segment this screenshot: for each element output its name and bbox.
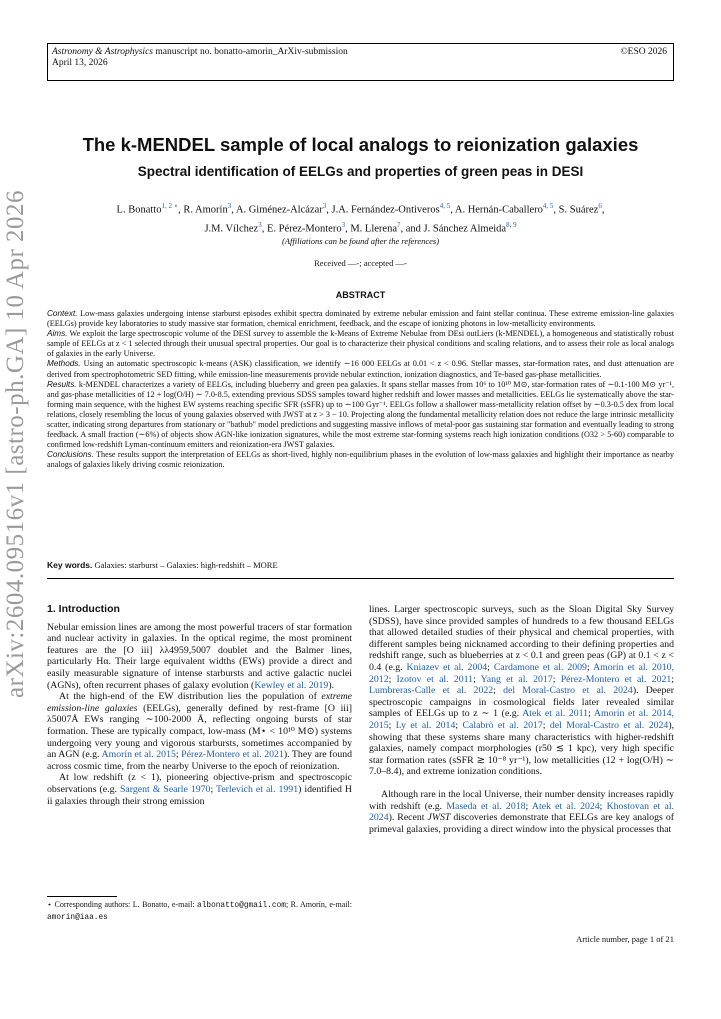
paragraph (369, 604, 674, 778)
author: , A. Hernán-Caballero (450, 204, 543, 216)
abstract-label: Aims. (47, 329, 68, 339)
abstract-text: Low-mass galaxies undergoing intense starburst episodes exhibit spectra dominated by extreme nebular emission and faint stellar continua. These extreme emission-line galaxies (EELGs) provide key laboratories to study massive star formation, chemical enrichment, feedback, and the escape of ionizing photons in low-metallicity environments. (47, 309, 674, 329)
affil-sup: 3 (258, 220, 262, 229)
author: , E. Pérez-Montero (261, 223, 342, 234)
citation-link[interactable]: Yang et al. 2017 (480, 673, 553, 685)
right-column (369, 604, 674, 835)
abstract-heading: ABSTRACT (335, 290, 386, 300)
text: ; (455, 719, 463, 731)
author: , R. Amorín (178, 204, 228, 216)
citation-link[interactable]: del Moral-Castro et al. 2024 (549, 719, 669, 731)
keywords-text: Galaxies: starburst – Galaxies: high-redshift – MORE (94, 560, 278, 570)
abstract-text: Using an automatic spectroscopic k-means (ASK) classification, we identify ∼16 000 EELGs at 0.01 < z < 0.96. Stellar masses, star-formation rates, and dust attenuation are derived from spectrophotometric SED fitting, while emission-line measurements provide nebular extinction, ionization diagnostics, and Te-based gas-phase metallicities. (47, 359, 674, 379)
arxiv-stamp-text: arXiv:2604.09516v1 [astro-ph.GA] 10 Apr 2026 (2, 189, 29, 698)
citation-link[interactable]: Pérez-Montero et al. 2021 (181, 749, 284, 761)
text: ; (671, 673, 675, 685)
citation-link[interactable]: Izotov et al. 2011 (396, 673, 474, 685)
email-link[interactable]: amorin@iaa.es (47, 913, 108, 922)
text: lines. Larger spectroscopic surveys, such as the Sloan Digital Sky Survey (SDSS), have since provided samples of hundreds to a few thousand EELGs that allowed detailed studies of their physical and chemical properties, with different samples being nicknamed according to their defining properties and redshift range, such as blueberries at z < 0.1 and green peas (GP) at 0.1 < z < 0.4 (e.g. (369, 604, 674, 673)
text: ). They are found across cosmic time, from the nearby Universe to the epoch of reionization. (47, 749, 353, 772)
text: ; (473, 673, 481, 685)
affiliations-note: (Affiliations can be found after the references) (281, 236, 440, 246)
paper-title: The k-MENDEL sample of local analogs to reionization galaxies (82, 134, 639, 155)
text: ; (599, 800, 607, 812)
affil-sup: 1, 2 ⋆ (161, 202, 179, 210)
text: At low redshift (z < 1), pioneering objective-prism and spectroscopic observations (e.g. (47, 772, 352, 795)
author-list: L. Bonatto$^{1, 2 ⋆}$, R. Amorín$^3$, A. Giménez-Alcázar$^3$, J.A. Fernández-Ontiveros$^{4, 5}$, A. Hernán-Caballero$^{4, 5}$, S. Suárez$^6$, J.M. Vílchez$^3$, E. Pérez-Montero$^3$, M. Llerena$^7$, and J. Sánchez Almeida$^{8, 9}$ (116, 202, 605, 234)
email-link[interactable]: albonatto@gmail.com (197, 902, 286, 910)
text: At the high-end of the EW distribution lies the population of (59, 691, 322, 703)
copyright: ©ESO 2026 (620, 47, 667, 57)
abstract-label: Conclusions. (47, 450, 94, 460)
abstract-text: k-MENDEL characterizes a variety of EELGs, including blueberry and green pea galaxies. It spans stellar masses from 10⁶ to 10¹⁰ M⊙, star-formation rates of ∼0.1-100 M⊙ yr⁻¹, and gas-phase metallicities of 12 + log(O/H) ∼ 7.0-8.5, extending previous SDSS samples toward higher redshift and lower masses and metallicities. EELGs lie systematically above the star-forming main sequence, with the highest EW systems reaching specific SFR (sSFR) up to ∼100 Gyr⁻¹. EELGs follow a shallower mass-metallicity relation offset by ∼0.3-0.5 dex from local relations, closely resembling the locus of young galaxies observed with JWST at z > 3 − 10. Projecting along the fundamental metallicity relation does not reduce the large intrinsic metallicity scatter, indicating strong departures from stationary or "bathub" model predictions and suggesting massive inflows of metal-poor gas sustaining star formation and eventually leading to strong feedback. A small fraction (∼6%) of objects show AGN-like ionization signatures, while the most extreme star-forming systems reach high ionization conditions (O32 > 5-60) comparable to confirmed low-redshift Lyman-continuum emitters and reionization-era JWST galaxies. (47, 379, 674, 450)
text: ; R. Amorín, e-mail: (285, 900, 352, 909)
text: ; (586, 661, 594, 673)
author: , J.A. Fernández-Ontiveros (326, 204, 440, 216)
section-heading: 1. Introduction (47, 603, 120, 615)
text: Although rare in the local Universe, their number density increases rapidly with redshift (e.g. (369, 788, 674, 812)
citation-link[interactable]: Khostovan et al. 2024 (369, 800, 674, 824)
citation-link[interactable]: Kewley et al. 2019 (254, 679, 329, 691)
citation-link[interactable]: Amorín et al. 2010, 2012 (369, 661, 674, 685)
citation-link[interactable]: Ly et al. 2014 (395, 719, 456, 731)
text: ; (542, 719, 550, 731)
footnote-mark: ⋆ (47, 900, 53, 909)
text-italic: JWST (427, 812, 451, 824)
affil-sup: 6 (598, 202, 602, 210)
header-box (47, 43, 674, 81)
text: ; (525, 800, 532, 812)
text: ; (388, 719, 396, 731)
text: ; (588, 708, 594, 720)
text: ; (388, 673, 397, 685)
affil-sup: 4, 5 (439, 202, 451, 210)
abstract-results (47, 380, 674, 451)
abstract-label: Context. (47, 309, 78, 318)
affil-sup: 8, 9 (506, 220, 517, 229)
text-italic: extreme emission-line galaxies (47, 691, 352, 714)
author: , M. Llerena (345, 223, 397, 234)
paragraph (47, 691, 352, 772)
paragraph (47, 772, 352, 807)
page-footer: Article number, page 1 of 21 (576, 934, 674, 944)
keywords-label: Key words. (47, 560, 93, 570)
abstract-methods (47, 359, 674, 379)
citation-link[interactable]: Amorín et al. 2014, 2015 (369, 708, 674, 731)
abstract-text: These results support the interpretation of EELGs as short-lived, highly non-equilibrium phases in the evolution of low-mass galaxies and highlight their importance as nearby analogs of galaxies likely driving cosmic reionization. (47, 450, 674, 470)
text: ; (210, 783, 217, 795)
received-line: Received —-; accepted —- (314, 258, 407, 268)
journal-name: Astronomy & Astrophysics (52, 47, 153, 57)
text: ; (487, 661, 494, 673)
text: ; (493, 685, 504, 697)
manuscript-id: manuscript no. bonatto-amorin_ArXiv-submission (155, 47, 348, 57)
citation-link[interactable]: Cardamone et al. 2009 (493, 661, 587, 673)
text: discoveries demonstrate that EELGs are key analogs of primeval galaxies, providing a direct window into the physical processes that (369, 812, 674, 835)
author: J.M. Vílchez (204, 223, 259, 234)
author: , and J. Sánchez Almeida (400, 223, 507, 234)
citation-link[interactable]: Maseda et al. 2018 (446, 800, 526, 812)
header-left (52, 47, 348, 69)
text: Nebular emission lines are among the most powerful tracers of star formation and nuclear activity in galaxies. In the optical regime, the most prominent features are the [O iii] λλ4959,5007 doublet and the Balmer lines, particularly Hα. Their large equivalent widths (EWs) provide a direct and easily measurable signature of intense starbursts and active galactic nuclei (AGNs), often recurrent phases of galaxy evolution ( (47, 621, 352, 691)
text: ; (552, 673, 561, 685)
divider (47, 578, 674, 579)
abstract-conclusions (47, 450, 674, 470)
footnote-rule (47, 896, 117, 897)
citation-link[interactable]: Sargent & Searle 1970 (119, 783, 211, 795)
text: ; (175, 749, 182, 761)
citation-link[interactable]: Atek et al. 2024 (531, 800, 600, 812)
citation-link[interactable]: del Moral-Castro et al. 2024 (503, 685, 633, 697)
text: ). (328, 679, 335, 691)
keywords (47, 560, 674, 570)
affil-sup: 3 (341, 220, 346, 229)
affil-sup: 3 (227, 202, 232, 210)
paragraph (369, 789, 674, 835)
citation-link[interactable]: Terlevich et al. 1991 (216, 783, 299, 795)
text: ) identified H ii galaxies through their strong emission (47, 783, 352, 807)
text: (EELGs), generally defined by rest-frame [O iii] λ5007Å EWs ranging ∼100-2000 Å, reflecting ongoing bursts of star formation. These are typically compact, low-mass (M⋆ < 10¹⁰ M⊙) systems undergoing very young and vigorous starbursts, sometimes accompanied by an AGN (e.g. (47, 702, 352, 761)
citation-link[interactable]: Pérez-Montero et al. 2021 (560, 673, 672, 685)
citation-link[interactable]: Amorín et al. 2015 (101, 749, 176, 761)
citation-link[interactable]: Kniazev et al. 2004 (406, 661, 488, 673)
abstract-context (47, 309, 674, 329)
header-date: April 13, 2026 (52, 58, 108, 68)
left-column (47, 604, 352, 807)
citation-link[interactable]: Calabrò et al. 2017 (462, 719, 543, 731)
text: Corresponding authors: L. Bonatto, e-mail: (52, 900, 198, 909)
citation-link[interactable]: Atek et al. 2011 (522, 708, 589, 720)
abstract-label: Results. (47, 379, 77, 389)
text: ). Deeper spectroscopic campaigns in cosmological fields later revealed similar samples of EELGs up to z ∼ 1 (e.g. (369, 685, 675, 720)
affil-sup: 4, 5 (542, 202, 554, 210)
abstract-label: Methods. (47, 359, 81, 369)
author: , A. Giménez-Alcázar (231, 204, 323, 216)
citation-link[interactable]: Lumbreras-Calle et al. 2022 (369, 685, 494, 697)
paper-subtitle: Spectral identification of EELGs and properties of green peas in DESI (137, 164, 584, 179)
footnote (47, 900, 352, 924)
paragraph (47, 622, 352, 692)
text: ), showing that these systems share many characteristics with higher-redshift galaxies, namely compact morphologies (r50 ≲ 1 kpc), very high specific star formation rates (sSFR ≳ 10⁻⁸ yr⁻¹), low metallicities (12 + log(O/H) ∼ 7.0–8.4), and extreme ionization conditions. (369, 719, 675, 778)
author: L. Bonatto (116, 204, 162, 216)
abstract-text: We exploit the large spectroscopic volume of the DESI survey to assemble the k-Means of Extreme Nebulae from DEsi outLiers (k-MENDEL), a homogeneous and statistically robust sample of EELGs at z < 1 selected through their unusual spectral properties. Our goal is to characterize their physical conditions and scaling relations, and to assess their role as local analogs of galaxies in the early Universe. (47, 329, 674, 359)
abstract-aims (47, 329, 674, 359)
affil-sup: 7 (397, 220, 401, 229)
abstract (47, 309, 674, 471)
affil-sup: 3 (322, 202, 327, 210)
author: , S. Suárez (553, 204, 599, 216)
text: ). Recent (388, 812, 428, 824)
